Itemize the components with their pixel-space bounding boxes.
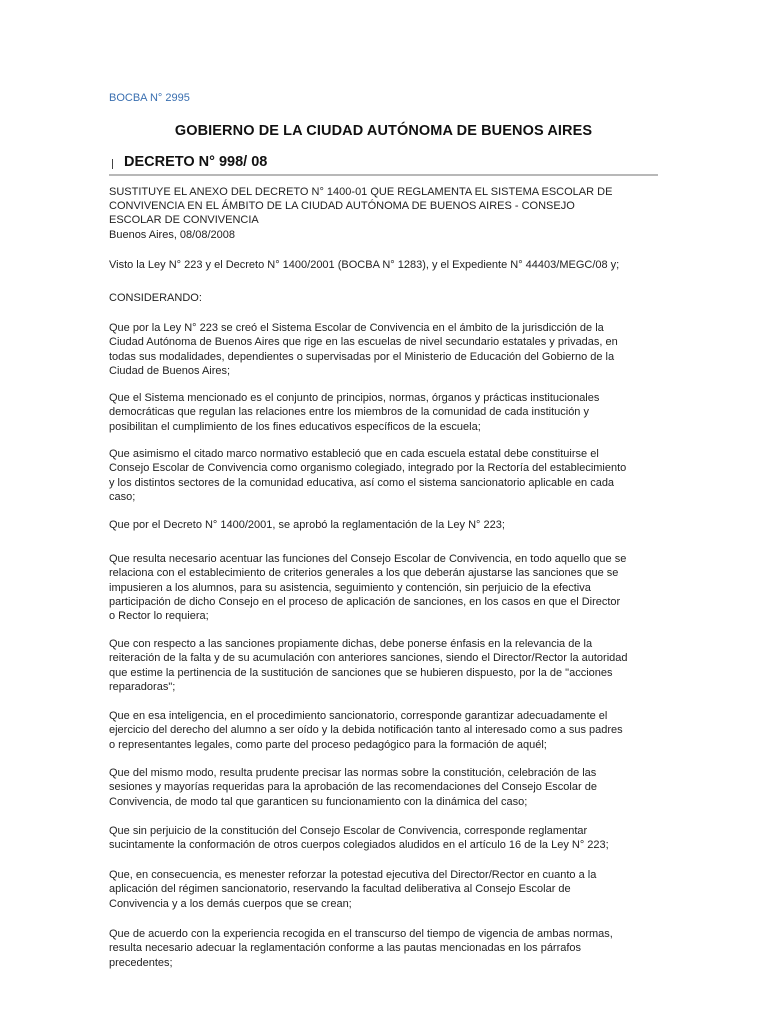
paragraph-line: sucintamente la conformación de otros cuerpos colegiados aludidos en el artículo 16 de la Ley N° 223; <box>109 839 609 852</box>
paragraph <box>109 552 658 623</box>
paragraph <box>109 321 658 378</box>
paragraph-line: que estime la pertinencia de la sustitución de sanciones que se hubieren dispuesto, por la de "acciones <box>109 666 613 679</box>
paragraph <box>109 518 658 532</box>
paragraph-line: Que asimismo el citado marco normativo estableció que en cada escuela estatal debe constituirse el <box>109 448 599 460</box>
paragraph-line: CONSIDERANDO: <box>109 292 202 304</box>
paragraph-line: precedentes; <box>109 956 173 969</box>
paragraph-line: Que por la Ley N° 223 se creó el Sistema Escolar de Convivencia en el ámbito de la jurisdicción de la <box>109 322 604 334</box>
decree-marker-icon <box>112 159 113 169</box>
paragraph-line: Convivencia y a los demás cuerpos que se crean; <box>109 897 352 910</box>
paragraph-line: posibilitan el cumplimiento de los fines educativos específicos de la escuela; <box>109 420 481 433</box>
paragraph-line: democráticas que regulan las relaciones entre los miembros de la comunidad de cada institución y <box>109 406 589 419</box>
paragraph-line: Visto la Ley N° 223 y el Decreto N° 1400/2001 (BOCBA N° 1283), y el Expediente N° 44403/MEGC/08 y; <box>109 259 620 271</box>
paragraph-line: Ciudad Autónoma de Buenos Aires que rige en las escuelas de nivel secundario estatales y privadas, en <box>109 336 618 349</box>
paragraph-line: Que de acuerdo con la experiencia recogida en el transcurso del tiempo de vigencia de ambas normas, <box>109 928 613 940</box>
paragraph <box>109 927 658 970</box>
summary-line: ESCOLAR DE CONVIVENCIA <box>109 214 259 227</box>
paragraph <box>109 637 658 694</box>
paragraph-line: reiteración de la falta y de su acumulación con anteriores sanciones, siendo el Director/Rector la autoridad <box>109 652 628 665</box>
paragraph <box>109 824 658 853</box>
paragraph <box>109 391 658 434</box>
paragraph-line: Que del mismo modo, resulta prudente precisar las normas sobre la constitución, celebración de las <box>109 767 597 779</box>
paragraph-line: Que con respecto a las sanciones propiamente dichas, debe ponerse énfasis en la relevancia de la <box>109 638 593 650</box>
paragraph-line: aplicación del régimen sancionatorio, reservando la facultad deliberativa al Consejo Escolar de <box>109 883 571 896</box>
paragraph-line: impusieren a los alumnos, para su asistencia, seguimiento y contención, sin perjuicio de la efectiva <box>109 581 591 594</box>
paragraph-line: Convivencia, de modo tal que garanticen su funcionamiento con la dinámica del caso; <box>109 795 528 808</box>
paragraph <box>109 766 658 809</box>
government-title: GOBIERNO DE LA CIUDAD AUTÓNOMA DE BUENOS AIRES <box>174 123 593 139</box>
paragraph-line: reparadoras"; <box>109 680 176 693</box>
decree-title: DECRETO N° 998/ 08 <box>124 154 268 170</box>
paragraph-line: participación de dicho Consejo en el proceso de aplicación de sanciones, en los casos en que el Director <box>109 595 621 608</box>
summary-line: CONVIVENCIA EN EL ÁMBITO DE LA CIUDAD AUTÓNOMA DE BUENOS AIRES - CONSEJO <box>109 200 575 213</box>
bocba-number: BOCBA N° 2995 <box>109 92 190 104</box>
paragraph-line: Que el Sistema mencionado es el conjunto de principios, normas, órganos y prácticas institucionales <box>109 392 600 404</box>
paragraph-line: o Rector lo requiera; <box>109 610 209 623</box>
paragraph-visto <box>109 258 658 272</box>
summary-line: SUSTITUYE EL ANEXO DEL DECRETO N° 1400-01 QUE REGLAMENTA EL SISTEMA ESCOLAR DE <box>109 186 613 198</box>
decree-header <box>109 154 658 176</box>
paragraph-line: resulta necesario adecuar la reglamentación conforme a las pautas mencionadas en los párrafos <box>109 942 582 955</box>
paragraph-considerando <box>109 291 658 305</box>
paragraph-line: Que por el Decreto N° 1400/2001, se aprobó la reglamentación de la Ley N° 223; <box>109 519 505 531</box>
paragraph-line: Que resulta necesario acentuar las funciones del Consejo Escolar de Convivencia, en todo aquello que se <box>109 553 627 565</box>
paragraph-line: y los distintos sectores de la comunidad educativa, así como el sistema sancionatorio aplicable en cada <box>109 476 615 489</box>
paragraph-line: o representantes legales, como parte del proceso pedagógico para la formación de aquél; <box>109 738 547 751</box>
paragraph <box>109 447 658 504</box>
paragraph-line: ejercicio del derecho del alumno a ser oído y la debida notificación tanto al interesado como a sus padres <box>109 724 623 737</box>
paragraph-line: relaciona con el establecimiento de criterios generales a los que deberán ajustarse las sanciones que se <box>109 567 619 580</box>
paragraph-line: Que sin perjuicio de la constitución del Consejo Escolar de Convivencia, corresponde reglamentar <box>109 825 588 837</box>
paragraph <box>109 868 658 911</box>
paragraph-line: Que en esa inteligencia, en el procedimiento sancionatorio, corresponde garantizar adecuadamente el <box>109 710 608 722</box>
decree-summary <box>109 185 658 242</box>
paragraph-line: sesiones y mayorías requeridas para la aprobación de las recomendaciones del Consejo Escolar de <box>109 781 597 794</box>
paragraph <box>109 709 658 752</box>
paragraph-line: caso; <box>109 490 136 503</box>
paragraph-line: Ciudad de Buenos Aires; <box>109 364 231 377</box>
paragraph-line: todas sus modalidades, dependientes o supervisadas por el Ministerio de Educación del Gobierno de la <box>109 350 615 363</box>
place-date: Buenos Aires, 08/08/2008 <box>109 228 235 241</box>
paragraph-line: Consejo Escolar de Convivencia como organismo colegiado, integrado por la Rectoría del establecimiento <box>109 462 627 475</box>
paragraph-line: Que, en consecuencia, es menester reforzar la potestad ejecutiva del Director/Rector en cuanto a la <box>109 869 597 881</box>
